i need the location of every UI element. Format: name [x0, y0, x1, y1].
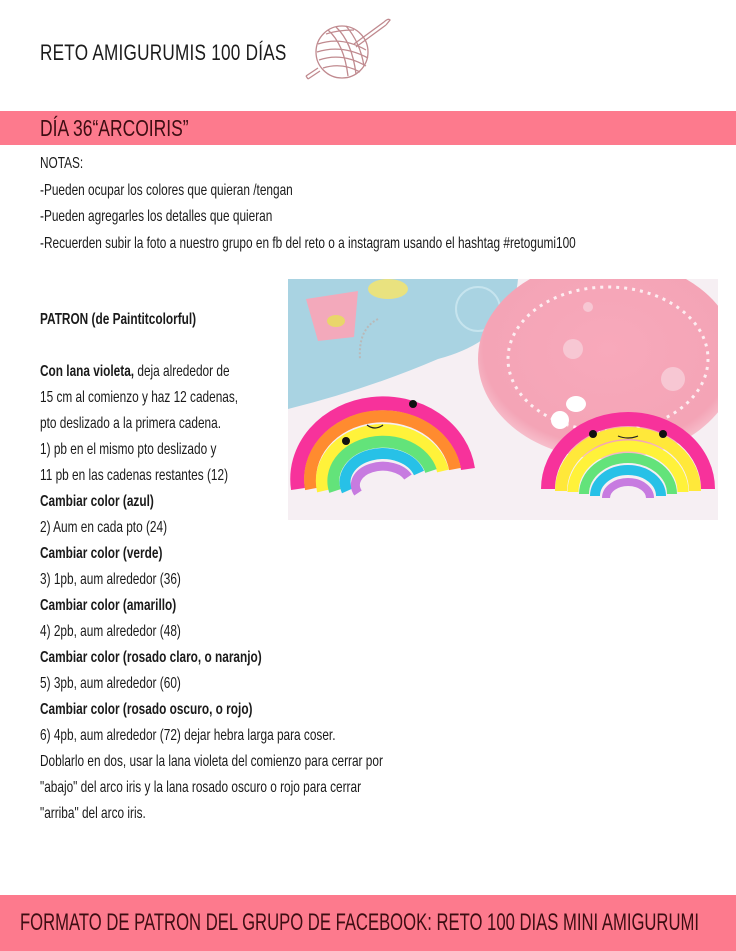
pattern-line: pto deslizado a la primera cadena. [40, 415, 221, 432]
pattern-intro-rest: deja alrededor de [134, 363, 230, 380]
pattern-line: 15 cm al comienzo y haz 12 cadenas, [40, 389, 239, 406]
pattern-line: "abajo" del arco iris y la lana rosado oscuro o rojo para cerrar [40, 779, 362, 796]
yarn-ball-crochet-hook-icon [298, 14, 394, 84]
pattern-line: 2) Aum en cada pto (24) [40, 519, 168, 536]
footer-band [0, 895, 736, 951]
day-title: DÍA 36“ARCOIRIS” [40, 115, 189, 141]
pattern-line: 1) pb en el mismo pto deslizado y [40, 441, 217, 458]
pattern-line: 5) 3pb, aum alrededor (60) [40, 675, 181, 692]
day-title-band [0, 111, 736, 145]
color-change-line: Cambiar color (rosado claro, o naranjo) [40, 649, 262, 666]
page-title: RETO AMIGURUMIS 100 DÍAS [40, 40, 287, 65]
note-item: -Pueden agregarles los detalles que quieran [40, 208, 273, 225]
note-item: -Recuerden subir la foto a nuestro grupo en fb del reto o a instagram usando el hashtag #retogumi100 [40, 234, 576, 252]
pattern-line: 11 pb en las cadenas restantes (12) [40, 467, 229, 484]
color-change-line: Cambiar color (verde) [40, 545, 163, 562]
rainbow-amigurumi-photo [288, 279, 718, 520]
pattern-title: PATRON (de Paintitcolorful) [40, 311, 197, 328]
color-change-line: Cambiar color (rosado oscuro, o rojo) [40, 701, 253, 718]
pattern-intro-bold: Con lana violeta, [40, 363, 135, 380]
color-change-line: Cambiar color (azul) [40, 493, 154, 510]
footer-text: FORMATO DE PATRON DEL GRUPO DE FACEBOOK: RETO 100 DIAS MINI AMIGURUMI [20, 909, 699, 936]
notes-heading: NOTAS: [40, 155, 84, 172]
pattern-line: 4) 2pb, aum alrededor (48) [40, 623, 181, 640]
notes-section [40, 151, 736, 257]
pattern-line: 6) 4pb, aum alrededor (72) dejar hebra larga para coser. [40, 727, 336, 744]
pattern-line: Doblarlo en dos, usar la lana violeta del comienzo para cerrar por [40, 753, 383, 770]
note-item: -Pueden ocupar los colores que quieran /tengan [40, 181, 293, 199]
pattern-line: "arriba" del arco iris. [40, 805, 146, 822]
color-change-line: Cambiar color (amarillo) [40, 597, 177, 614]
photo-illustration [288, 279, 718, 520]
pattern-line: 3) 1pb, aum alrededor (36) [40, 571, 181, 588]
